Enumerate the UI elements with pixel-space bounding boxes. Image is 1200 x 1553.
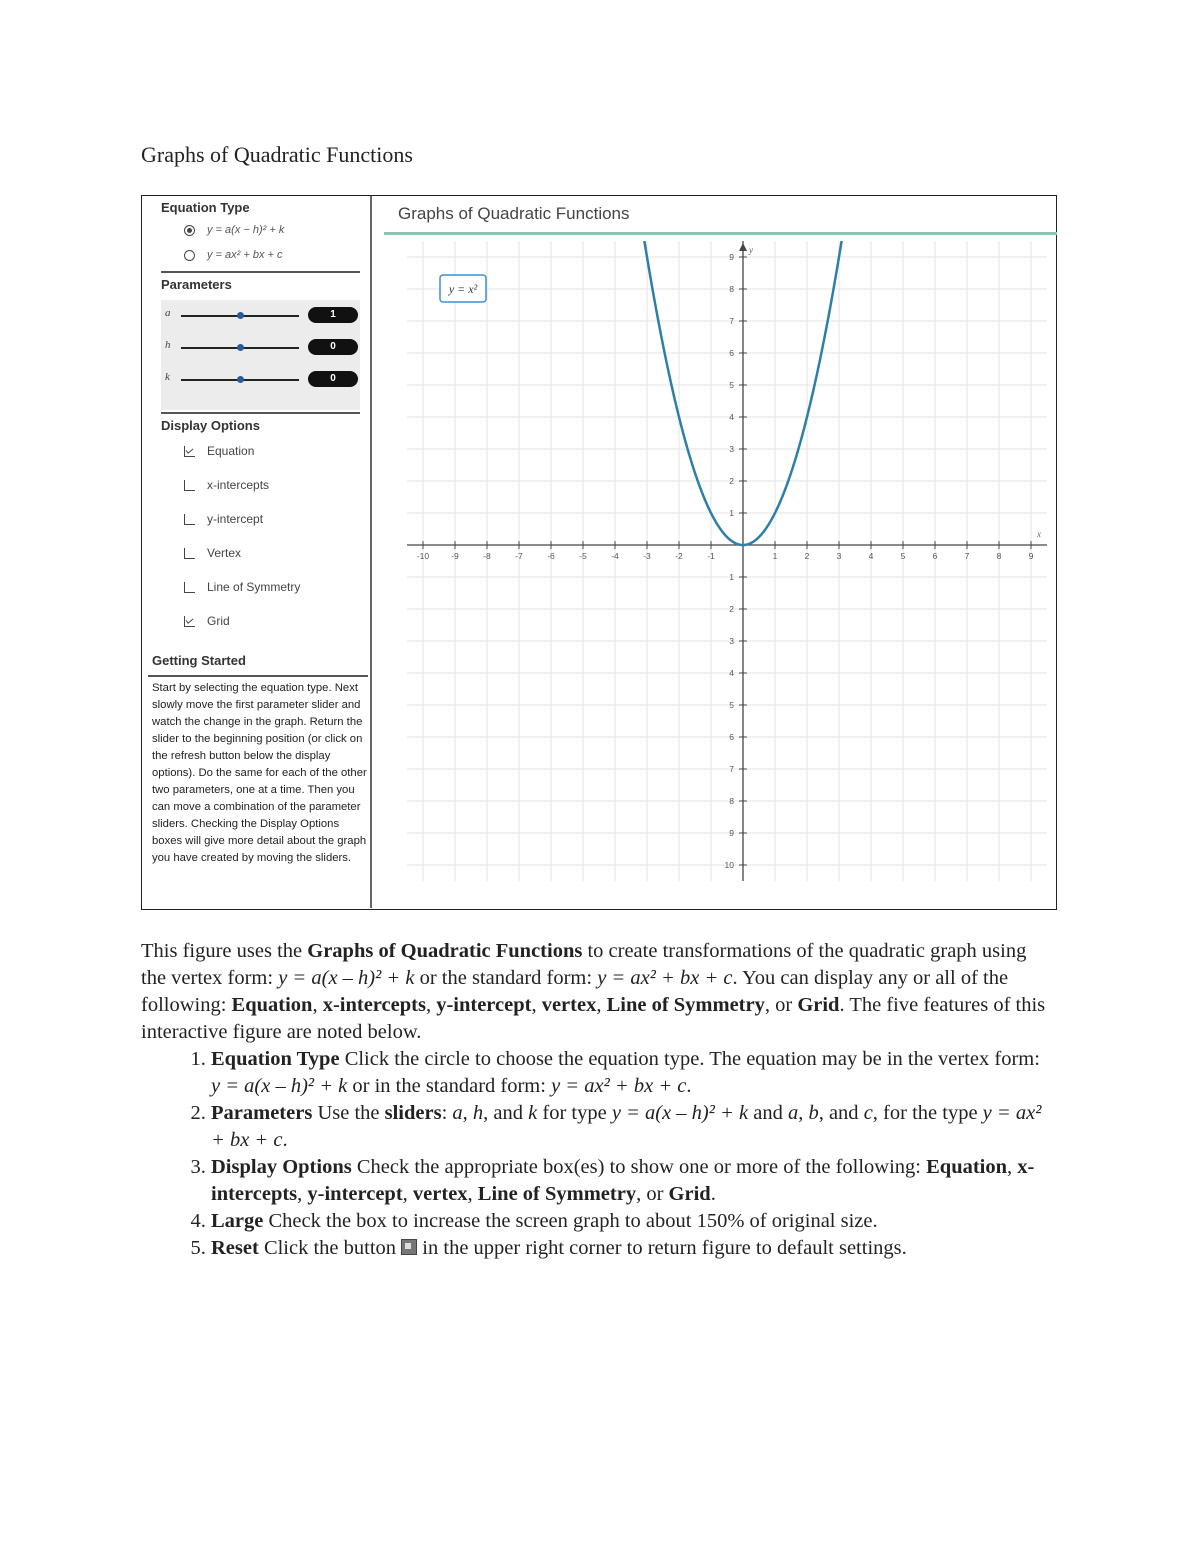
option-label: Vertex [207, 546, 242, 560]
x-axis-label: x [1037, 529, 1041, 539]
checkbox-icon[interactable] [184, 480, 195, 491]
x-tick-label: -2 [675, 551, 683, 561]
y-tick-label: 3 [729, 444, 734, 454]
x-tick-label: -10 [416, 551, 430, 561]
y-tick-label: 5 [729, 380, 734, 390]
graph-area[interactable] [407, 241, 1047, 881]
y-tick-label: 5 [729, 700, 734, 710]
list-item: 3. Display Options Check the appropriate box(es) to show one or more of the following: Equation, x-intercepts, y-intercept, vertex, Line of Symmetry, or Grid. [211, 1154, 1051, 1208]
x-tick-label: -6 [547, 551, 555, 561]
y-tick-label: 1 [729, 508, 734, 518]
graph-title-rule [384, 232, 1057, 235]
equation-option-label: y = ax² + bx + c [207, 249, 283, 261]
x-tick-label: 9 [1028, 551, 1034, 561]
checkbox-icon[interactable] [184, 616, 195, 627]
x-tick-label: 6 [932, 551, 938, 561]
parameters-title: Parameters [161, 277, 232, 292]
equation-option-label: y = a(x − h)² + k [207, 224, 285, 236]
features-list [141, 1046, 1051, 1262]
option-vertex[interactable] [184, 546, 241, 560]
y-tick-label: 9 [729, 828, 734, 838]
y-tick-label: 2 [729, 476, 734, 486]
y-tick-label: 7 [729, 764, 734, 774]
param-label: k [165, 371, 170, 383]
section-divider [161, 271, 360, 273]
param-row-h [165, 337, 360, 357]
option-label: x-intercepts [207, 478, 270, 492]
option-equation[interactable] [184, 444, 254, 458]
checkbox-icon[interactable] [184, 548, 195, 559]
interactive-figure [141, 195, 1057, 910]
radio-icon[interactable] [184, 225, 195, 236]
param-row-k [165, 369, 360, 389]
x-tick-label: -7 [515, 551, 523, 561]
list-item: 5. Reset Click the button in the upper right corner to return figure to default settings. [211, 1235, 1051, 1262]
list-item: 1. Equation Type Click the circle to choose the equation type. The equation may be in the vertex form: y = a(x – h)² + k or in the standard form: y = ax² + bx + c. [211, 1046, 1051, 1100]
page-title: Graphs of Quadratic Functions [141, 142, 413, 167]
equation-option-standard[interactable] [184, 249, 283, 261]
axes [407, 241, 1047, 881]
equation-option-vertex[interactable] [184, 224, 284, 236]
param-row-a [165, 305, 360, 325]
x-tick-label: -9 [451, 551, 459, 561]
y-tick-label: 2 [729, 604, 734, 614]
y-tick-label: 8 [729, 796, 734, 806]
list-item: 4. Large Check the box to increase the screen graph to about 150% of original size. [211, 1208, 1051, 1235]
display-options-title: Display Options [161, 418, 260, 433]
option-line-of-symmetry[interactable] [184, 580, 300, 594]
y-axis-arrow [739, 243, 747, 251]
slider-thumb[interactable] [237, 376, 244, 383]
grid [407, 241, 1047, 881]
description [141, 938, 1051, 1262]
graph-title: Graphs of Quadratic Functions [398, 204, 630, 223]
x-tick-label: 8 [996, 551, 1002, 561]
y-tick-label: 3 [729, 636, 734, 646]
y-axis-label: y [749, 245, 753, 255]
y-tick-label: 6 [729, 732, 734, 742]
x-tick-label: -3 [643, 551, 651, 561]
equation-label-box [440, 275, 486, 302]
section-divider [148, 675, 368, 677]
option-label: y-intercept [207, 512, 264, 526]
option-label: Equation [207, 444, 255, 458]
param-value[interactable]: 0 [308, 339, 358, 355]
radio-icon[interactable] [184, 250, 195, 261]
parameters-box [161, 300, 360, 410]
checkbox-icon[interactable] [184, 446, 195, 457]
getting-started-title: Getting Started [152, 653, 246, 668]
option-y-intercept[interactable] [184, 512, 263, 526]
equation-label: y = x² [448, 282, 478, 296]
x-tick-label: 7 [964, 551, 970, 561]
y-tick-label: 7 [729, 316, 734, 326]
option-grid[interactable] [184, 614, 230, 628]
section-divider [161, 412, 360, 414]
list-item: 2. Parameters Use the sliders: a, h, and k for type y = a(x – h)² + k and a, b, and c, for the type y = ax² + bx + c. [211, 1100, 1051, 1154]
x-tick-label: 2 [804, 551, 810, 561]
option-label: Grid [207, 614, 230, 628]
checkbox-icon[interactable] [184, 582, 195, 593]
y-tick-label: 10 [724, 860, 734, 870]
y-tick-label: 4 [729, 412, 734, 422]
y-tick-label: 8 [729, 284, 734, 294]
y-tick-label: 9 [729, 252, 734, 262]
x-tick-label: 3 [836, 551, 842, 561]
option-x-intercepts[interactable] [184, 478, 269, 492]
y-tick-label: 4 [729, 668, 734, 678]
param-label: h [165, 339, 171, 351]
intro-paragraph: This figure uses the Graphs of Quadratic Functions to create transformations of the quadratic graph using the vertex form: y = a(x – h)² + k or the standard form: y = ax² + bx + c. You can display any or all of the following: Equation, x-intercepts, y-intercept, vertex, Line of Symmetry, or Grid. The five features of this interactive figure are noted below. [141, 940, 1046, 1043]
getting-started-text: Start by selecting the equation type. Next slowly move the first parameter slider and watch the change in the graph. Return the slider to the beginning position (or click on the refresh button below the display options). Do the same for each of the other two parameters, one at a time. Then you can move a combination of the parameter sliders. Checking the Display Options boxes will give more detail about the graph you have created by moving the sliders. [152, 682, 367, 864]
x-tick-label: 1 [772, 551, 778, 561]
param-value[interactable]: 1 [308, 307, 358, 323]
y-tick-label: 1 [729, 572, 734, 582]
slider-thumb[interactable] [237, 312, 244, 319]
x-tick-label: 4 [868, 551, 874, 561]
option-label: Line of Symmetry [207, 580, 301, 594]
tick-labels [417, 245, 1041, 870]
equation-type-title: Equation Type [161, 200, 250, 215]
checkbox-icon[interactable] [184, 514, 195, 525]
reset-icon [401, 1239, 417, 1255]
control-panel [142, 196, 372, 908]
x-tick-label: -5 [579, 551, 587, 561]
x-tick-label: 5 [900, 551, 906, 561]
param-label: a [165, 307, 171, 319]
param-value[interactable]: 0 [308, 371, 358, 387]
x-tick-label: -1 [707, 551, 715, 561]
y-tick-label: 6 [729, 348, 734, 358]
x-tick-label: -8 [483, 551, 491, 561]
x-tick-label: -4 [611, 551, 619, 561]
slider-thumb[interactable] [237, 344, 244, 351]
